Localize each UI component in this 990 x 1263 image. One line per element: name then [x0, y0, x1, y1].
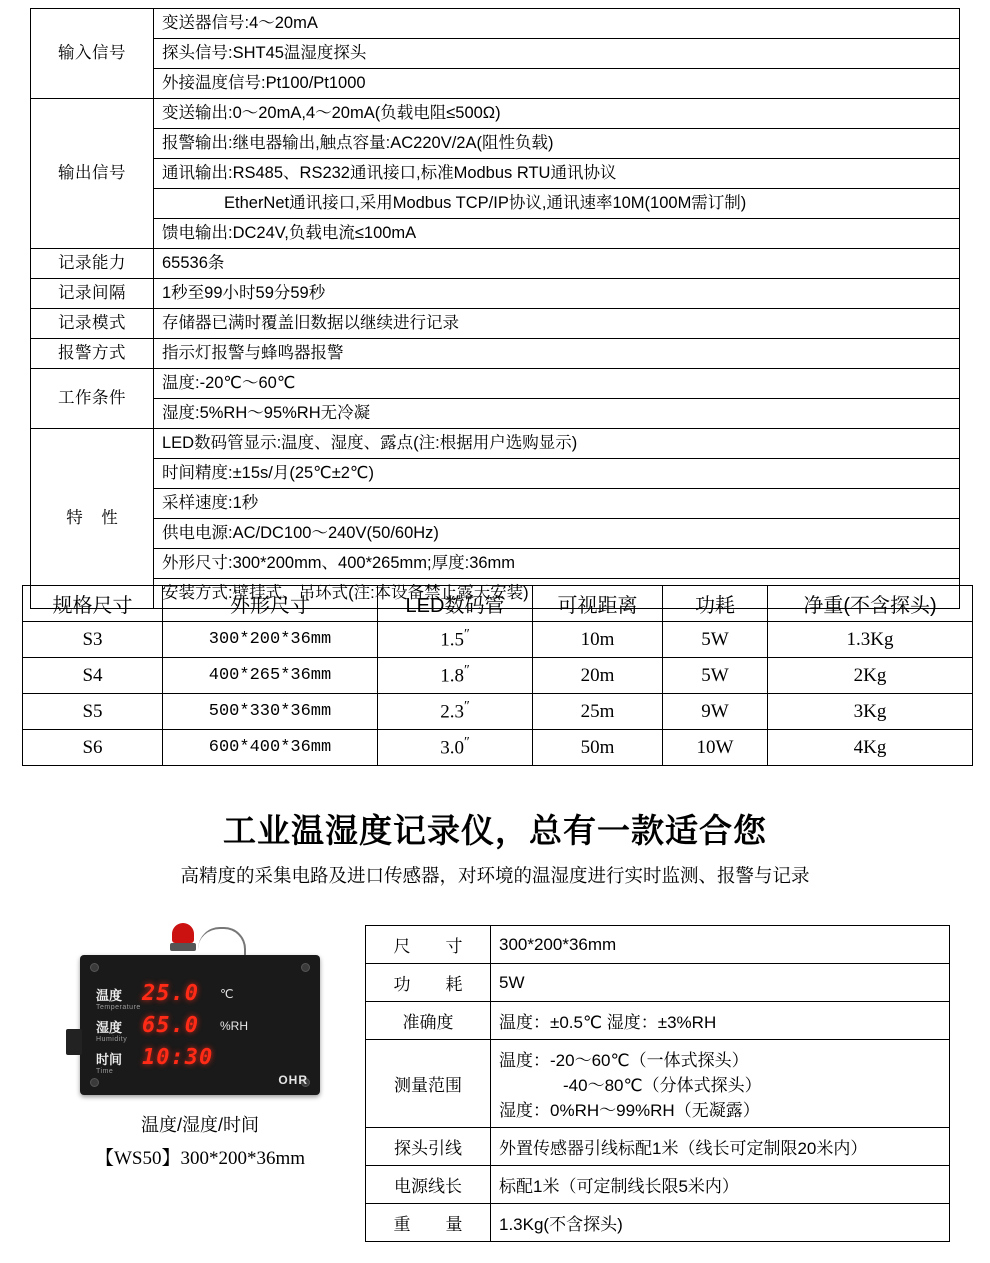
detail-key-power-cable: 电源线长 — [366, 1166, 491, 1204]
cell-led — [378, 658, 533, 694]
cell-power: 10W — [663, 730, 768, 766]
spec-value: 馈电输出:DC24V,负载电流≤100mA — [154, 219, 960, 249]
cell-weight: 3Kg — [768, 694, 973, 730]
detail-value-range — [491, 1040, 950, 1128]
device-photo — [80, 955, 320, 1095]
detail-key-range: 测量范围 — [366, 1040, 491, 1128]
detail-key-probe-lead: 探头引线 — [366, 1128, 491, 1166]
spec-value: 探头信号:SHT45温湿度探头 — [154, 39, 960, 69]
table-row — [23, 694, 973, 730]
spec-label-interval: 记录间隔 — [31, 279, 154, 309]
cell-distance: 10m — [533, 622, 663, 658]
cell-dimension: 300*200*36mm — [163, 622, 378, 658]
screw-icon — [90, 963, 99, 972]
table-header-row — [23, 586, 973, 622]
detail-value-size: 300*200*36mm — [491, 926, 950, 964]
detail-value-power: 5W — [491, 964, 950, 1002]
cell-distance: 20m — [533, 658, 663, 694]
cell-led — [378, 730, 533, 766]
spec-value: 外接温度信号:Pt100/Pt1000 — [154, 69, 960, 99]
table-row — [31, 69, 960, 99]
table-row — [31, 399, 960, 429]
table-row — [31, 489, 960, 519]
cell-distance: 25m — [533, 694, 663, 730]
display-row-value: 10:30 — [142, 1045, 214, 1070]
cable-gland-icon — [66, 1029, 82, 1055]
cell-led — [378, 694, 533, 730]
table-row — [31, 9, 960, 39]
cell-led-value: 1.5 — [440, 629, 464, 651]
alarm-beacon-icon — [172, 923, 194, 953]
table-row — [366, 1040, 950, 1128]
cell-led-value: 2.3 — [440, 701, 464, 723]
cell-dimension: 500*330*36mm — [163, 694, 378, 730]
display-row-label: 时间 Time — [96, 1052, 123, 1075]
table-row — [366, 1002, 950, 1040]
detail-key-weight: 重 量 — [366, 1204, 491, 1242]
table-row — [31, 429, 960, 459]
detail-key-power: 功 耗 — [366, 964, 491, 1002]
cell-power: 9W — [663, 694, 768, 730]
spec-value: 65536条 — [154, 249, 960, 279]
cell-model: S4 — [23, 658, 163, 694]
table-row — [31, 459, 960, 489]
cell-model: S6 — [23, 730, 163, 766]
table-row — [31, 249, 960, 279]
cell-led-unit: ″ — [463, 699, 470, 715]
spec-value: EtherNet通讯接口,采用Modbus TCP/IP协议,通讯速率10M(100M需订制) — [154, 189, 960, 219]
product-caption-primary: 温度/湿度/时间 — [140, 1115, 259, 1135]
spec-label-output: 输出信号 — [31, 99, 154, 249]
spec-value: 报警输出:继电器输出,触点容量:AC220V/2A(阻性负载) — [154, 129, 960, 159]
spec-value: 通讯输出:RS485、RS232通讯接口,标准Modbus RTU通讯协议 — [154, 159, 960, 189]
cell-dimension: 600*400*36mm — [163, 730, 378, 766]
display-row-unit: %RH — [220, 1019, 249, 1033]
cell-weight: 1.3Kg — [768, 622, 973, 658]
col-header-dimension: 外形尺寸 — [163, 586, 378, 622]
spec-value: 存储器已满时覆盖旧数据以继续进行记录 — [154, 309, 960, 339]
detail-key-size: 尺 寸 — [366, 926, 491, 964]
display-row-value: 25.0 — [142, 981, 199, 1006]
detail-value-weight: 1.3Kg(不含探头) — [491, 1204, 950, 1242]
table-row — [366, 926, 950, 964]
detail-value-probe-lead: 外置传感器引线标配1米（线长可定制限20米内） — [491, 1128, 950, 1166]
spec-value: LED数码管显示:温度、湿度、露点(注:根据用户选购显示) — [154, 429, 960, 459]
detail-range-line: -40～80℃（分体式探头） — [563, 1076, 762, 1095]
spec-value: 安装方式:壁挂式、吊环式(注:本设备禁止露天安装) — [154, 579, 960, 609]
table-row — [31, 279, 960, 309]
spec-value: 指示灯报警与蜂鸣器报警 — [154, 339, 960, 369]
cell-led-unit: ″ — [463, 735, 470, 751]
cell-led-unit: ″ — [463, 627, 470, 643]
col-header-power: 功耗 — [663, 586, 768, 622]
cell-led — [378, 622, 533, 658]
spec-label-capacity: 记录能力 — [31, 249, 154, 279]
table-row — [31, 219, 960, 249]
detail-key-accuracy: 准确度 — [366, 1002, 491, 1040]
table-row — [31, 519, 960, 549]
display-row-label: 温度 Temperature — [96, 988, 141, 1011]
col-header-weight: 净重(不含探头) — [768, 586, 973, 622]
cell-led-value: 3.0 — [440, 737, 464, 759]
cell-weight: 2Kg — [768, 658, 973, 694]
cell-power: 5W — [663, 658, 768, 694]
table-row — [31, 159, 960, 189]
table-row — [31, 189, 960, 219]
table-row — [31, 369, 960, 399]
col-header-model: 规格尺寸 — [23, 586, 163, 622]
spec-value: 变送输出:0～20mA,4～20mA(负载电阻≤500Ω) — [154, 99, 960, 129]
product-figure — [40, 955, 360, 1170]
table-row — [31, 129, 960, 159]
spec-value: 湿度:5%RH～95%RH无冷凝 — [154, 399, 960, 429]
spec-value: 1秒至99小时59分59秒 — [154, 279, 960, 309]
detail-range-line: 温度：-20～60℃（一体式探头） — [499, 1051, 749, 1070]
col-header-distance: 可视距离 — [533, 586, 663, 622]
table-row — [366, 1128, 950, 1166]
spec-value: 变送器信号:4～20mA — [154, 9, 960, 39]
table-row — [366, 964, 950, 1002]
spec-value: 供电电源:AC/DC100～240V(50/60Hz) — [154, 519, 960, 549]
cell-dimension: 400*265*36mm — [163, 658, 378, 694]
table-row — [31, 39, 960, 69]
display-row-label: 湿度 Humidity — [96, 1020, 128, 1043]
spec-label-features — [31, 429, 154, 609]
section-subheadline: 高精度的采集电路及进口传感器，对环境的温湿度进行实时监测、报警与记录 — [180, 865, 810, 886]
specification-table — [30, 8, 960, 609]
cell-model: S3 — [23, 622, 163, 658]
spec-label-alarm: 报警方式 — [31, 339, 154, 369]
spec-label-conditions: 工作条件 — [31, 369, 154, 429]
spec-label-input: 输入信号 — [31, 9, 154, 99]
detail-range-line: 湿度：0%RH～99%RH（无凝露） — [499, 1101, 760, 1120]
cell-power: 5W — [663, 622, 768, 658]
table-row — [31, 339, 960, 369]
cell-weight: 4Kg — [768, 730, 973, 766]
product-detail-table — [365, 925, 950, 1242]
table-row — [23, 730, 973, 766]
table-row — [23, 622, 973, 658]
cell-distance: 50m — [533, 730, 663, 766]
spec-label-mode: 记录模式 — [31, 309, 154, 339]
table-row — [31, 99, 960, 129]
table-row — [366, 1166, 950, 1204]
table-row — [31, 549, 960, 579]
table-row — [31, 309, 960, 339]
spec-value: 时间精度:±15s/月(25℃±2℃) — [154, 459, 960, 489]
table-row — [366, 1204, 950, 1242]
cell-model: S5 — [23, 694, 163, 730]
section-headline: 工业温湿度记录仪，总有一款适合您 — [223, 812, 767, 849]
col-header-led: LED数码管 — [378, 586, 533, 622]
screw-icon — [301, 963, 310, 972]
table-row — [23, 658, 973, 694]
detail-value-accuracy: 温度：±0.5℃ 湿度：±3%RH — [491, 1002, 950, 1040]
spec-value: 外形尺寸:300*200mm、400*265mm;厚度:36mm — [154, 549, 960, 579]
display-row-value: 65.0 — [142, 1013, 199, 1038]
probe-cable-icon — [198, 927, 246, 955]
screw-icon — [90, 1078, 99, 1087]
size-comparison-table — [22, 585, 972, 766]
detail-value-power-cable: 标配1米（可定制线长限5米内） — [491, 1166, 950, 1204]
spec-value: 温度:-20℃～60℃ — [154, 369, 960, 399]
spec-label-features-text: 特 性 — [66, 508, 125, 527]
spec-value: 采样速度:1秒 — [154, 489, 960, 519]
brand-logo: OHR — [278, 1073, 308, 1087]
cell-led-unit: ″ — [463, 663, 470, 679]
product-caption-model: 【WS50】300*200*36mm — [94, 1148, 306, 1169]
display-row-unit: ℃ — [220, 987, 234, 1001]
cell-led-value: 1.8 — [440, 665, 464, 687]
